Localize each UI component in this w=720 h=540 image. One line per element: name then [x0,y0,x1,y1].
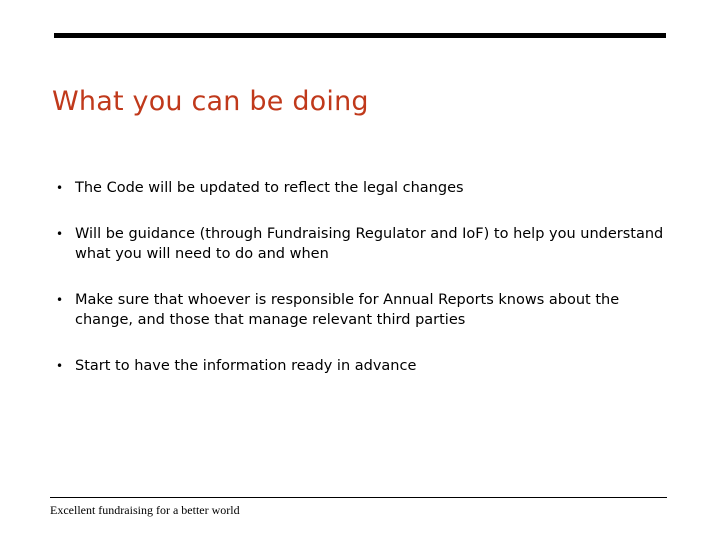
bullet-text: Will be guidance (through Fundraising Regulator and IoF) to help you understand what you will need to do and when [75,226,664,262]
bullet-list [52,178,672,402]
bullet-item [52,290,672,330]
bullet-icon: • [56,293,64,307]
slide-title: What you can be doing [52,86,369,117]
bullet-item [52,356,672,376]
bullet-icon: • [56,227,64,241]
bullet-text: Make sure that whoever is responsible for Annual Reports knows about the change, and those that manage relevant third parties [75,292,620,328]
top-divider [54,33,666,38]
footer-divider [50,497,667,498]
bullet-icon: • [56,359,64,373]
bullet-text: The Code will be updated to reflect the legal changes [75,180,464,196]
bullet-text: Start to have the information ready in advance [75,358,417,374]
bullet-item [52,178,672,198]
footer-text: Excellent fundraising for a better world [50,503,240,517]
bullet-item [52,224,672,264]
bullet-icon: • [56,181,64,195]
